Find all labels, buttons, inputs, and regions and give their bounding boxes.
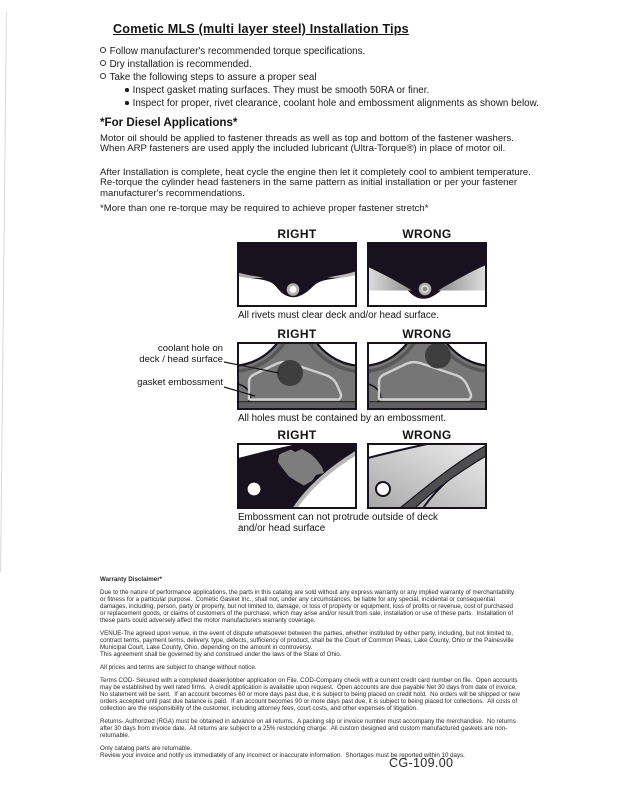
installation-tips-list [100, 45, 539, 110]
legal-heading: Warranty Disclaimer* [100, 576, 163, 583]
legal-paragraph: Terms COD- Secured with a completed dealer/jobber application on File, COD-Company check with a current credit card number on file. Open accounts may be established by well rated firms. A credit application is available upon request. Open accounts are due payable Net 30 days from date of invoice. No statement will be sent. If an account becomes 60 or more days past due, it is subject to being placed on credit hold. No orders will be shipped or new orders accepted until past due balance is paid. If an account becomes 90 or more days past due, it is subject to being placed for collections. All costs of collection are the responsibility of the customer, including attorney fees, court costs, and other expenses of litigation. [100, 677, 522, 712]
legal-paragraph: Returns- Authorized (RGA) must be obtained in advance on all returns. A packing slip or invoice number must accompany the merchandise. No returns after 30 days from invoice date. All returns are subject to a 25% restocking charge. All custom designed and custom manufactured gaskets are non-returnable. [100, 718, 518, 739]
legal-paragraph: Due to the nature of performance applications, the parts in this catalog are sold without any express warranty or any implied warranty of merchantability or fitness for a particular purpose. Cometic Gasket Inc., shall not, under any circumstances, be liable for any special, incidental or consequential damages, including, person, party or property, but not limited to, damage, or loss of property or equipment, loss of profits or revenue, cost of purchased or replacement goods, or claims of customers of the purchase, which may arise and/or result from sale, installation or use of these parts. Installation of these parts could adversely affect the motor manufacturers warranty coverage. [100, 589, 516, 624]
list-item [100, 45, 536, 58]
protrusion-caption [238, 513, 438, 534]
hole-embossment-wrong-illustration [367, 342, 487, 410]
list-item [100, 58, 536, 71]
open-bullet-icon [100, 47, 106, 53]
list-item [100, 71, 536, 84]
diagram-panel-wrong [367, 328, 487, 410]
wrong-label: WRONG [402, 327, 452, 341]
holes-caption: All holes must be contained by an embossment. [238, 413, 447, 424]
list-item [125, 97, 539, 110]
list-item-text: Take the following steps to assure a proper seal [109, 72, 317, 83]
list-item-text: Inspect for proper, rivet clearance, coolant hole and embossment alignments as shown below. [132, 98, 539, 109]
list-item [125, 84, 536, 97]
right-label: RIGHT [277, 428, 317, 442]
caption-line: and/or head surface [238, 522, 326, 534]
open-bullet-icon [100, 60, 106, 66]
callout-text: coolant hole on [157, 343, 223, 354]
legal-paragraph: VENUE-The agreed upon venue, in the event of dispute whatsoever between the parties, whether instituted by either party, including, but not limited to, contract terms, payment terms, delivery, type, defects, sufficiency of product, shall be the Court of Common Pleas, Lake County, Ohio or the Painesville Municipal Court, Lake County, Ohio, depending on the amount in controversy. [100, 630, 516, 651]
callout-gasket-embossment [95, 378, 223, 389]
filled-bullet-icon [125, 88, 129, 92]
diagram-row-protrusion [237, 429, 487, 509]
caption-line: Embossment can not protrude outside of deck [238, 512, 438, 523]
legal-paragraph: This agreement shall be governed by and construed under the laws of the State of Ohio. [100, 651, 342, 658]
wrong-label: WRONG [402, 428, 452, 442]
diagram-row-holes [237, 328, 487, 410]
diagram-panel-wrong [367, 228, 487, 307]
diagram-panel-right [237, 328, 357, 410]
diagram-panel-right [237, 228, 357, 307]
callout-text: deck / head surface [139, 353, 223, 365]
wrong-label: WRONG [402, 227, 452, 241]
diagram-row-rivets [237, 228, 487, 307]
legal-paragraph: Only catalog parts are returnable. [100, 745, 192, 752]
page-title: Cometic MLS (multi layer steel) Installation Tips [113, 22, 409, 36]
legal-disclaimer [100, 576, 520, 765]
hole-embossment-right-illustration [237, 342, 357, 410]
diagram-panel-wrong [367, 429, 487, 509]
open-bullet-icon [100, 73, 106, 79]
page-edge-artifact [0, 12, 7, 572]
list-item-text: Inspect gasket mating surfaces. They must be smooth 50RA or finer. [132, 85, 430, 96]
legal-paragraph: Review your invoice and notify us immediately of any incorrect or inaccurate information. Shortages must be reported within 10 days. [100, 752, 465, 759]
list-item-text: Follow manufacturer's recommended torque specifications. [109, 46, 366, 57]
protrusion-wrong-illustration [367, 443, 487, 509]
right-label: RIGHT [277, 227, 317, 241]
diesel-paragraph-1: Motor oil should be applied to fastener threads as well as top and bottom of the fastener washers. When ARP fasteners are used apply the included lubricant (Ultra-Torque®) in place of motor oil. [100, 133, 514, 155]
legal-paragraph: All prices and terms are subject to change without notice. [100, 664, 257, 671]
rivet-clearance-right-illustration [237, 242, 357, 307]
protrusion-right-illustration [237, 443, 357, 509]
diagram-panel-right [237, 429, 357, 509]
filled-bullet-icon [125, 101, 129, 105]
rivet-clearance-wrong-illustration [367, 242, 487, 307]
callout-coolant-hole [95, 344, 223, 365]
diesel-paragraph-2: After Installation is complete, heat cycle the engine then let it completely cool to ambient temperature. Re-torque the cylinder head fasteners in the same pattern as initial installation or per your fastener manufacturer's recommendations. [100, 167, 531, 199]
retorque-note: *More than one re-torque may be required to achieve proper fastener stretch* [100, 203, 429, 214]
callout-text: gasket embossment [137, 377, 223, 388]
diesel-heading: *For Diesel Applications* [100, 116, 238, 129]
rivet-caption: All rivets must clear deck and/or head surface. [238, 310, 439, 321]
catalog-page-code: CG-109.00 [389, 756, 454, 770]
list-item-text: Dry installation is recommended. [109, 59, 252, 70]
right-label: RIGHT [277, 327, 317, 341]
